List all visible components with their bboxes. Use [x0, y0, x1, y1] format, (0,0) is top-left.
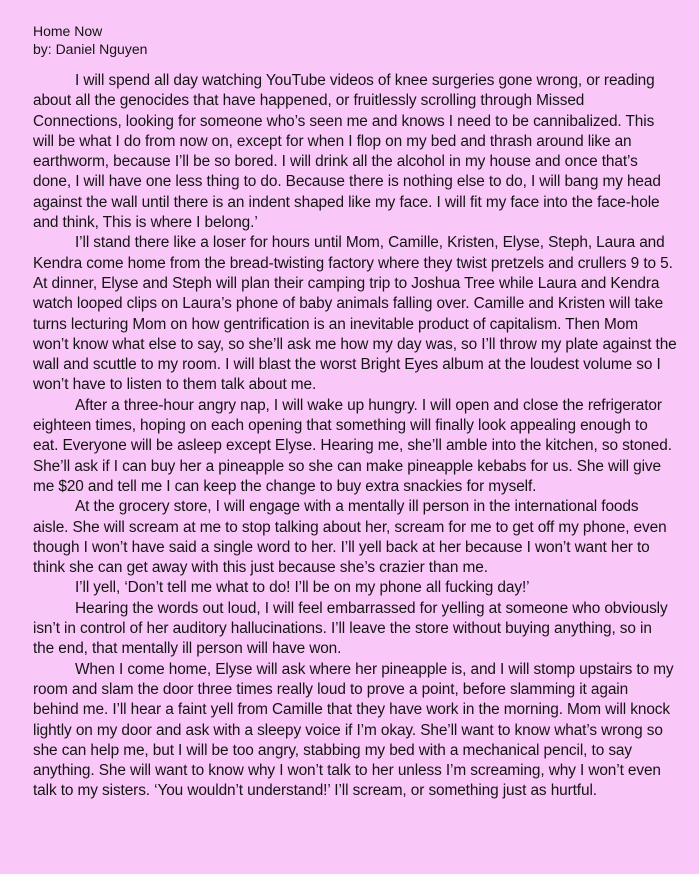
story-paragraph: Hearing the words out loud, I will feel embarrassed for yelling at someone who obviously isn’t in control of her auditory hallucinations. I’ll leave the store without buying anything, so in the end, that mentally ill person will have won.	[33, 599, 668, 658]
story-paragraph: After a three-hour angry nap, I will wake up hungry. I will open and close the refrigerator eighteen times, hoping on each opening that something will finally look appealing enough to eat. Everyone will be asleep except Elyse. Hearing me, she’ll amble into the kitchen, so stoned. She’ll ask if I can buy her a pineapple so she can make pineapple kebabs for us. She will give me $20 and tell me I can keep the change to buy extra snackies for myself.	[33, 396, 672, 495]
story-body	[33, 71, 677, 802]
story-paragraph: I will spend all day watching YouTube videos of knee surgeries gone wrong, or reading about all the genocides that have happened, or fruitlessly scrolling through Missed Connections, looking for someone who’s seen me and knows I need to be cannibalized. This will be what I do from now on, except for when I flop on my bed and thrash around like an earthworm, because I’ll be so bored. I will drink all the alcohol in my house and once that’s done, I will have one less thing to do. Because there is nothing else to do, I will bang my head against the wall until there is an indent shaped like my face. I will fit my face into the face-hole and think, This is where I belong.’	[33, 72, 661, 232]
story-paragraph: I’ll yell, ‘Don’t tell me what to do! I’ll be on my phone all fucking day!’	[75, 579, 530, 597]
story-paragraph: I’ll stand there like a loser for hours until Mom, Camille, Kristen, Elyse, Steph, Laura and Kendra come home from the bread-twisting factory where they twist pretzels and crullers 9 to 5. At dinner, Elyse and Steph will plan their camping trip to Joshua Tree while Laura and Kendra watch looped clips on Laura’s phone of baby animals falling over. Camille and Kristen will take turns lecturing Mom on how gentrification is an inevitable product of capitalism. Then Mom won’t know what else to say, so she’ll ask me how my day was, so I’ll throw my plate against the wall and scuttle to my room. I will blast the worst Bright Eyes album at the loudest volume so I won’t have to listen to them talk about me.	[33, 234, 677, 394]
document-byline: by: Daniel Nguyen	[33, 41, 148, 57]
document-title: Home Now	[33, 23, 103, 39]
story-paragraph: At the grocery store, I will engage with a mentally ill person in the international foods aisle. She will scream at me to stop talking about her, scream for me to get off my phone, even though I won’t have said a single word to her. I’ll yell back at her because I won’t want her to think she can get away with this just because she’s crazier than me.	[33, 498, 667, 577]
story-paragraph: When I come home, Elyse will ask where her pineapple is, and I will stomp upstairs to my room and slam the door three times really loud to prove a point, before slamming it again behind me. I’ll hear a faint yell from Camille that they have work in the morning. Mom will knock lightly on my door and ask with a sleepy voice if I’m okay. She’ll want to know what’s wrong so she can help me, but I will be too angry, stabbing my bed with a mechanical pencil, to say anything. She will want to know why I won’t talk to her unless I’m screaming, why I won’t even talk to my sisters. ‘You wouldn’t understand!’ I’ll scream, or something just as hurtful.	[33, 660, 674, 800]
